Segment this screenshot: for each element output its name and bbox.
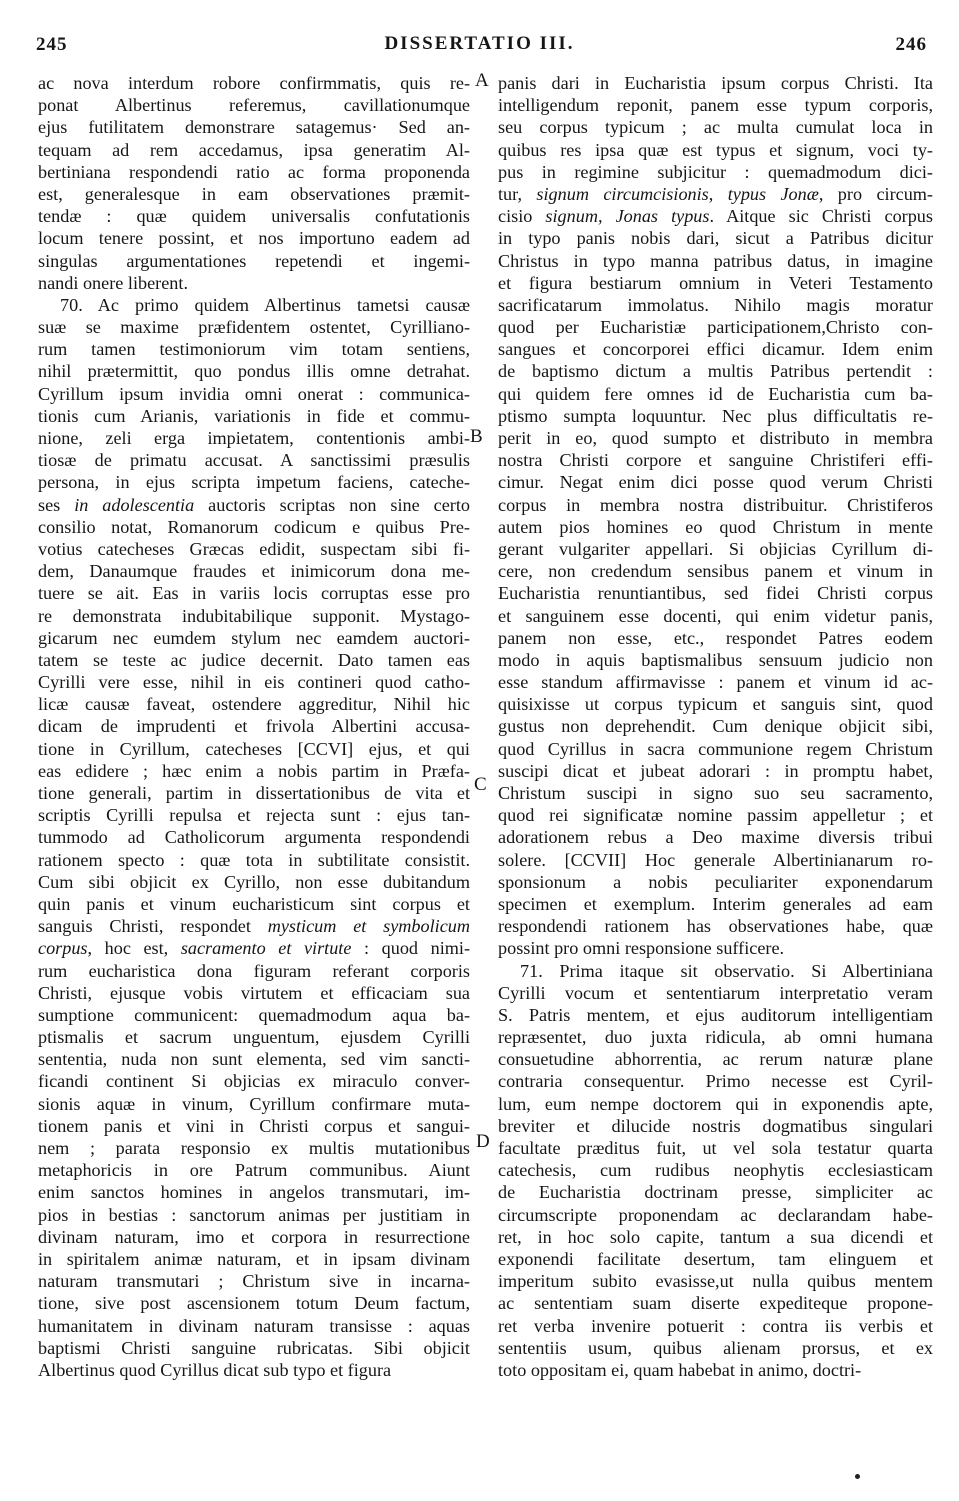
text-line: baptismi Christi sanguine rubricatas. Sibi objicit <box>38 1337 470 1358</box>
text-line: re demonstrata indubitabilique supponit. Mystago- <box>38 605 470 626</box>
margin-marker-d: D <box>476 1131 490 1152</box>
text-line: ret verba invenire potuerit : contra iis verbis et <box>498 1315 933 1336</box>
text-line: enim sanctos homines in angelos transmutari, im- <box>38 1182 470 1203</box>
text-line: singulas argumentationes repetendi et ingemi- <box>38 250 470 271</box>
text-line: tuere se ait. Eas in variis locis corruptas esse pro <box>38 583 470 604</box>
text-line: tione, sive post ascensionem totum Deum factum, <box>38 1293 470 1314</box>
text-line: ses in adolescentia auctoris scriptas non sine certo <box>38 494 470 515</box>
left-column <box>38 72 470 1381</box>
margin-marker-a: A <box>475 70 489 91</box>
text-line: sanguis Christi, respondet mysticum et symbolicum <box>38 916 470 937</box>
text-line: intelligendum reponit, panem esse typum corporis, <box>498 95 933 116</box>
text-line: esse standum affirmavisse : panem et vinum id ac- <box>498 672 933 693</box>
margin-marker-b: B <box>470 426 483 447</box>
text-line: scriptis Cyrilli repulsa et rejecta sunt : ejus tan- <box>38 805 470 826</box>
text-line: sumptione communicent: quemadmodum aqua ba- <box>38 1004 470 1025</box>
text-line: tiosæ de primatu accusat. A sanctissimi præsulis <box>38 450 470 471</box>
text-line: sponsionum a nobis peculiariter exponendarum <box>498 871 933 892</box>
text-line: rum tamen testimoniorum vim totam sentiens, <box>38 339 470 360</box>
text-line: cere, non credendum sensibus panem et vinum in <box>498 561 933 582</box>
text-line: Cyrilli vere esse, nihil in eis contineri quod catho- <box>38 672 470 693</box>
text-line: exponendi facilitate desertum, tam elinguem et <box>498 1248 933 1269</box>
text-line: in spiritalem animæ naturam, et in ipsam divinam <box>38 1248 470 1269</box>
text-line: locum tenere possint, et nos importuno eadem ad <box>38 228 470 249</box>
text-line: nostra Christi corpore et sanguine Christiferi effi- <box>498 450 933 471</box>
text-line: Albertinus quod Cyrillus dicat sub typo et figura <box>38 1359 392 1380</box>
text-line: gicarum nec eumdem stylum nec eamdem auctori- <box>38 627 470 648</box>
text-line: respondendi rationem has observationes habe, quæ <box>498 916 933 937</box>
ink-speck <box>855 1474 860 1479</box>
text-line: persona, in ejus scripta impetum faciens, cateche- <box>38 472 470 493</box>
text-line: S. Patris mentem, et ejus auditorum intelligentiam <box>498 1004 933 1025</box>
text-line: votius catecheses Græcas edidit, suspectam sibi fi- <box>38 538 470 559</box>
text-line: Cyrilli vocum et sententiarum interpretatio veram <box>498 982 933 1003</box>
text-line: breviter et dilucide nostris dogmatibus singulari <box>498 1115 933 1136</box>
text-line: ret, in hoc solo capite, tantum a sua dicendi et <box>498 1226 933 1247</box>
text-line: corpus in membra nostra distribuitur. Christiferos <box>498 494 933 515</box>
text-line: pus in regimine subjicitur : quemadmodum dici- <box>498 161 933 182</box>
text-line: quin panis et vinum eucharisticum sint corpus et <box>38 893 470 914</box>
text-line: humanitatem in divinam naturam transisse : aquas <box>38 1315 470 1336</box>
text-line: 70. Ac primo quidem Albertinus tametsi causæ <box>60 294 470 315</box>
text-line: lum, eum nempe doctorem qui in exponendis apte, <box>498 1093 933 1114</box>
text-line: tatem se teste ac judice decernit. Dato tamen eas <box>38 649 470 670</box>
text-line: tione generali, partim in dissertationibus de vita et <box>38 783 470 803</box>
text-line: tur, signum circumcisionis, typus Jonæ, pro circum- <box>498 183 933 204</box>
text-line: cimur. Negat enim dici posse quod verum Christi <box>498 472 933 493</box>
text-line: imperitum subito evasisse,ut nulla quibus mentem <box>498 1271 933 1292</box>
text-line: tionis cum Arianis, variationis in fide et commu- <box>38 405 470 426</box>
text-line: ptismalis et sacrum unguentum, ejusdem Cyrilli <box>38 1027 470 1048</box>
text-line: catechesis, cum rudibus neophytis ecclesiasticam <box>498 1160 933 1181</box>
text-line: ac nova interdum robore confirmmatis, quis re- <box>38 73 470 93</box>
text-line: quibus res ipsa quæ est typus et signum, voci ty- <box>498 139 933 160</box>
text-line: quod rei significatæ nomine passim appelletur ; et <box>498 805 933 826</box>
text-line: et sanguinem esse docenti, qui enim videtur panis, <box>498 605 933 626</box>
text-line: sangues et concorporei effici dicamur. Idem enim <box>498 339 933 360</box>
text-line: consilio notat, Romanorum codicum e quibus Pre- <box>38 516 470 537</box>
text-line: qui quidem fere omnes id de Eucharistia cum ba- <box>498 383 933 404</box>
text-line: eas edidere ; hæc enim a nobis partim in Præfa- <box>38 760 470 781</box>
text-line: panis dari in Eucharistia ipsum corpus Christi. Ita <box>498 73 933 93</box>
text-line: seu corpus typicum ; ac multa cumulat loca in <box>498 117 933 138</box>
text-line: ponat Albertinus referemus, cavillationumque <box>38 95 470 116</box>
text-line: panem non esse, etc., respondet Patres eodem <box>498 627 933 648</box>
page-number-left: 245 <box>36 34 68 55</box>
text-line: quod per Eucharistiæ participationem,Christo con- <box>498 317 933 338</box>
text-line: tendæ : quæ quidem universalis confutationis <box>38 206 470 227</box>
text-line: et figura bestiarum omnium in Veteri Testamento <box>498 272 933 293</box>
text-line: circumscripte proponendam ac declarandam habe- <box>498 1204 933 1225</box>
text-line: autem pios homines eo quod Christum in mente <box>498 516 933 537</box>
text-line: dicam de imprudenti et frivola Albertini accusa- <box>38 716 470 737</box>
text-line: Cum sibi objicit ex Cyrillo, non esse dubitandum <box>38 871 470 892</box>
text-line: sacrificatarum immolatus. Nihilo magis moratur <box>498 294 933 315</box>
text-line: sionis aquæ in vinum, Cyrillum confirmare muta- <box>38 1093 470 1114</box>
text-line: corpus, hoc est, sacramento et virtute : quod nimi- <box>38 938 470 959</box>
text-line: contraria consequentur. Primo necesse est Cyril- <box>498 1071 933 1092</box>
text-line: cisio signum, Jonas typus. Aitque sic Christi corpus <box>498 206 933 227</box>
text-line: repræsentet, duo juxta ridicula, ab omni humana <box>498 1027 933 1048</box>
text-line: tequam ad rem accedamus, ipsa generatim Al- <box>38 139 470 160</box>
text-line: ptismo sumpta loquuntur. Nec plus difficultatis re- <box>498 405 933 426</box>
text-line: licæ causæ faveat, ostendere aggreditur, Nihil hic <box>38 694 470 715</box>
text-line: possint pro omni responsione sufficere. <box>498 938 785 959</box>
text-line: tummodo ad Catholicorum argumenta respondendi <box>38 827 470 848</box>
text-line: ejus futilitatem demonstrare satagemus· Sed an- <box>38 117 470 138</box>
text-line: adorationem rebus a Deo maxime diversis tribui <box>498 827 933 848</box>
text-line: tione in Cyrillum, catecheses [CCVI] ejus, et qui <box>38 738 470 759</box>
text-line: facultate præditus fuit, ut vel sola testatur quarta <box>498 1138 933 1158</box>
text-line: Christum suscipi in signo suo seu sacramento, <box>498 783 933 803</box>
text-line: quisixisse ut corpus typicum et sanguis sint, quod <box>498 694 933 715</box>
text-line: Christi, ejusque vobis virtutem et efficaciam sua <box>38 982 470 1003</box>
text-line: de baptismo dictum a multis Patribus pertendit : <box>498 361 933 382</box>
margin-marker-c: C <box>474 774 487 795</box>
text-line: tionem panis et vini in Christi corpus et sangui- <box>38 1115 470 1136</box>
text-line: dem, Danaumque fraudes et inimicorum dona me- <box>38 561 470 582</box>
text-line: sententiis usum, quibus alienam prorsus, et ex <box>498 1337 933 1358</box>
text-line: rationem specto : quæ tota in subtilitate consistit. <box>38 849 470 870</box>
text-line: bertiniana respondendi ratio ac forma proponenda <box>38 161 470 182</box>
text-line: rum eucharistica dona figuram referant corporis <box>38 960 470 981</box>
text-line: Christus in typo manna patribus datus, in imagine <box>498 250 933 271</box>
text-line: pios in bestias : sanctorum animas per justitiam in <box>38 1204 470 1225</box>
page-number-right: 246 <box>895 34 927 55</box>
text-line: ficandi continent Si objicias ex miraculo conver- <box>38 1071 470 1092</box>
text-line: metaphoricis in ore Patrum communibus. Aiunt <box>38 1160 470 1181</box>
text-line: nione, zeli erga impietatem, contentionis ambi- <box>38 428 470 448</box>
text-line: nihil prætermittit, quo pondus illis omne detrahat. <box>38 361 470 382</box>
text-line: nandi onere liberent. <box>38 272 188 293</box>
text-line: toto oppositam ei, quam habebat in animo, doctri- <box>498 1359 862 1380</box>
text-line: modo in aquis baptismalibus sensuum judicio non <box>498 649 933 670</box>
text-line: sententia, nuda non sunt elementa, sed vim sancti- <box>38 1049 470 1070</box>
text-line: gerant vulgariter appellari. Si objicias Cyrillum di- <box>498 538 933 559</box>
text-line: suscipi dicat et jubeat adorari : in promptu habet, <box>498 760 933 781</box>
text-line: nem ; parata responsio ex multis mutationibus <box>38 1138 470 1158</box>
text-line: gustus non deprehendit. Cum denique objicit sibi, <box>498 716 933 737</box>
text-line: consuetudine abhorrentia, ac rerum naturæ plane <box>498 1049 933 1070</box>
text-line: de Eucharistia doctrinam presse, simpliciter ac <box>498 1182 933 1203</box>
text-line: solere. [CCVII] Hoc generale Albertinianarum ro- <box>498 849 933 870</box>
text-line: est, generalesque in eam observationes præmit- <box>38 183 470 204</box>
text-line: perit in eo, quod sumpto et distributo in membra <box>498 428 933 448</box>
text-line: ac sententiam suam diserte expediteque propone- <box>498 1293 933 1314</box>
text-line: Eucharistia renuntiantibus, sed fidei Christi corpus <box>498 583 933 604</box>
right-column <box>498 72 933 1381</box>
text-line: in typo panis nobis dari, sicut a Patribus dicitur <box>498 228 933 249</box>
text-line: quod Cyrillus in sacra communione regem Christum <box>498 738 933 759</box>
text-line: 71. Prima itaque sit observatio. Si Albertiniana <box>520 960 933 981</box>
text-line: suæ se maxime præfidentem ostentet, Cyrilliano- <box>38 317 470 338</box>
text-line: divinam naturam, imo et corpora in resurrectione <box>38 1226 470 1247</box>
text-line: naturam transmutari ; Christum sive in incarna- <box>38 1271 470 1292</box>
text-line: specimen et exemplum. Interim generales ad eam <box>498 893 933 914</box>
running-title: DISSERTATIO III. <box>384 33 575 54</box>
text-line: Cyrillum ipsum invidia omni onerat : communica- <box>38 383 470 404</box>
